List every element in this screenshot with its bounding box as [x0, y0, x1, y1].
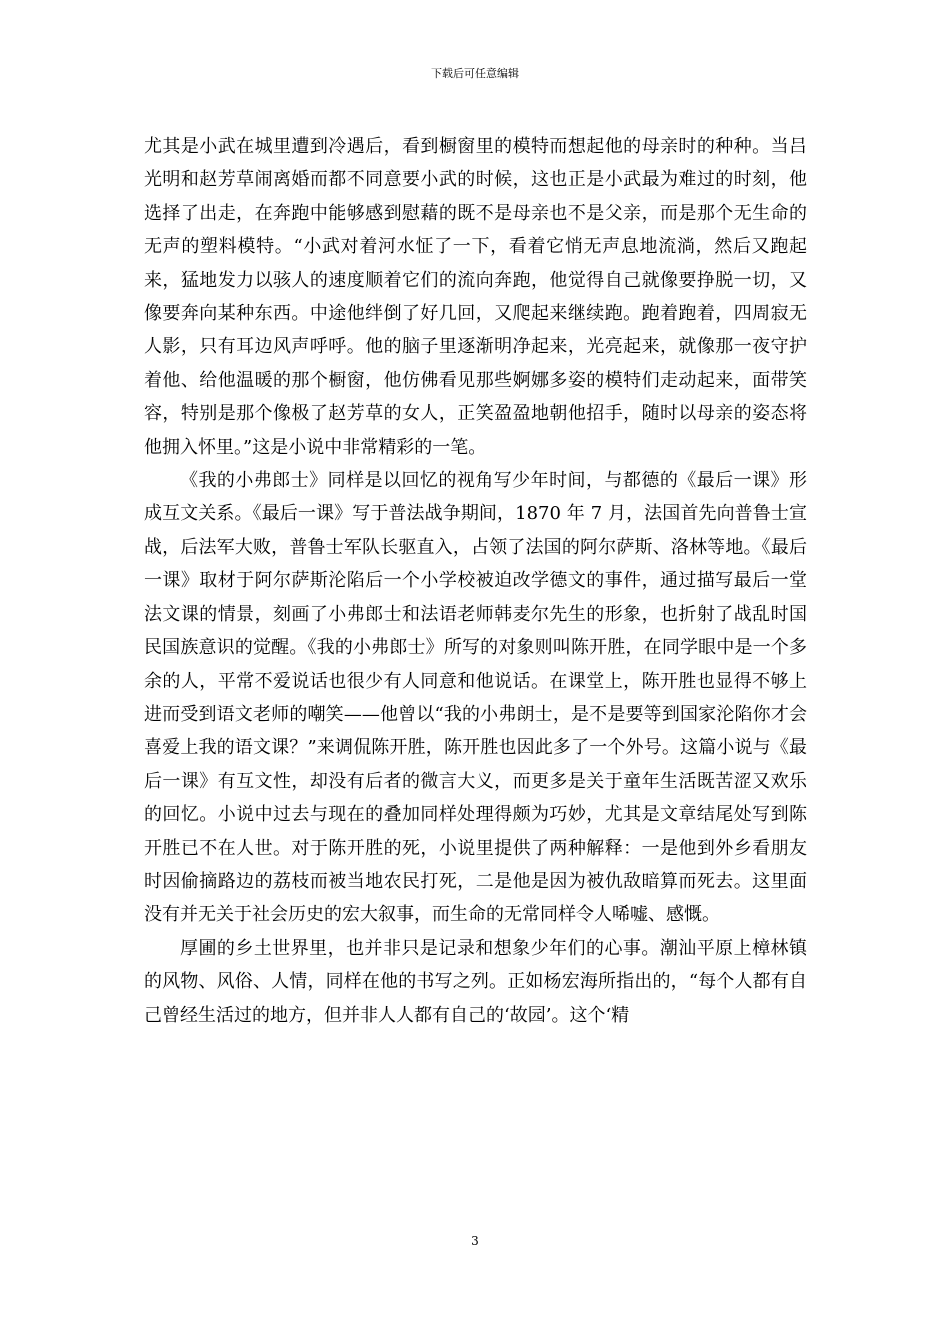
page-number: 3: [471, 1234, 479, 1248]
page-header: 下载后可任意编辑: [431, 67, 519, 80]
paragraph-3: 厚圃的乡土世界里，也并非只是记录和想象少年们的心事。潮汕平原上樟林镇的风物、风俗、人情，同样在他的书写之列。正如杨宏海所指出的，“每个人都有自己曾经生活过的地方，但并非人人都有自己的‘故园’。这个‘精: [144, 937, 807, 1026]
paragraph-2: 《我的小弗郎士》同样是以回忆的视角写少年时间，与都德的《最后一课》形成互文关系。《最后一课》写于普法战争期间，1870 年 7 月，法国首先向普鲁士宣战，后法军大败，普鲁士军队长驱直入，占领了法国的阿尔萨斯、洛林等地。《最后一课》取材于阿尔萨斯沦陷后一个小学校被迫改学德文的事件，通过描写最后一堂法文课的情景，刻画了小弗郎士和法语老师韩麦尔先生的形象，也折射了战乱时国民国族意识的觉醒。《我的小弗郎士》所写的对象则叫陈开胜，在同学眼中是一个多余的人，平常不爱说话也很少有人同意和他说话。在课堂上，陈开胜也显得不够上进而受到语文老师的嘲笑——他曾以“我的小弗朗士，是不是要等到国家沦陷你才会喜爱上我的语文课？”来调侃陈开胜，陈开胜也因此多了一个外号。这篇小说与《最后一课》有互文性，却没有后者的微言大义，而更多是关于童年生活既苦涩又欢乐的回忆。小说中过去与现在的叠加同样处理得颇为巧妙，尤其是文章结尾处写到陈开胜已不在人世。对于陈开胜的死，小说里提供了两种解释：一是他到外乡看朋友时因偷摘路边的荔枝而被当地农民打死，二是他是因为被仇敌暗算而死去。这里面没有并无关于社会历史的宏大叙事，而生命的无常同样令人唏嘘、感慨。: [144, 470, 807, 926]
document-body: [144, 130, 807, 1032]
paragraph-1: 尤其是小武在城里遭到冷遇后，看到橱窗里的模特而想起他的母亲时的种种。当吕光明和赵芳草闹离婚而都不同意要小武的时候，这也正是小武最为难过的时刻，他选择了出走，在奔跑中能够感到慰藉的既不是母亲也不是父亲，而是那个无生命的无声的塑料模特。“小武对着河水怔了一下，看着它悄无声息地流淌，然后又跑起来，猛地发力以骇人的速度顺着它们的流向奔跑，他觉得自己就像要挣脱一切，又像要奔向某种东西。中途他绊倒了好几回，又爬起来继续跑。跑着跑着，四周寂无人影，只有耳边风声呼呼。他的脑子里逐渐明净起来，光亮起来，就像那一夜守护着他、给他温暖的那个橱窗，他仿佛看见那些婀娜多姿的模特们走动起来，面带笑容，特别是那个像极了赵芳草的女人，正笑盈盈地朝他招手，随时以母亲的姿态将他拥入怀里。”这是小说中非常精彩的一笔。: [144, 136, 807, 458]
